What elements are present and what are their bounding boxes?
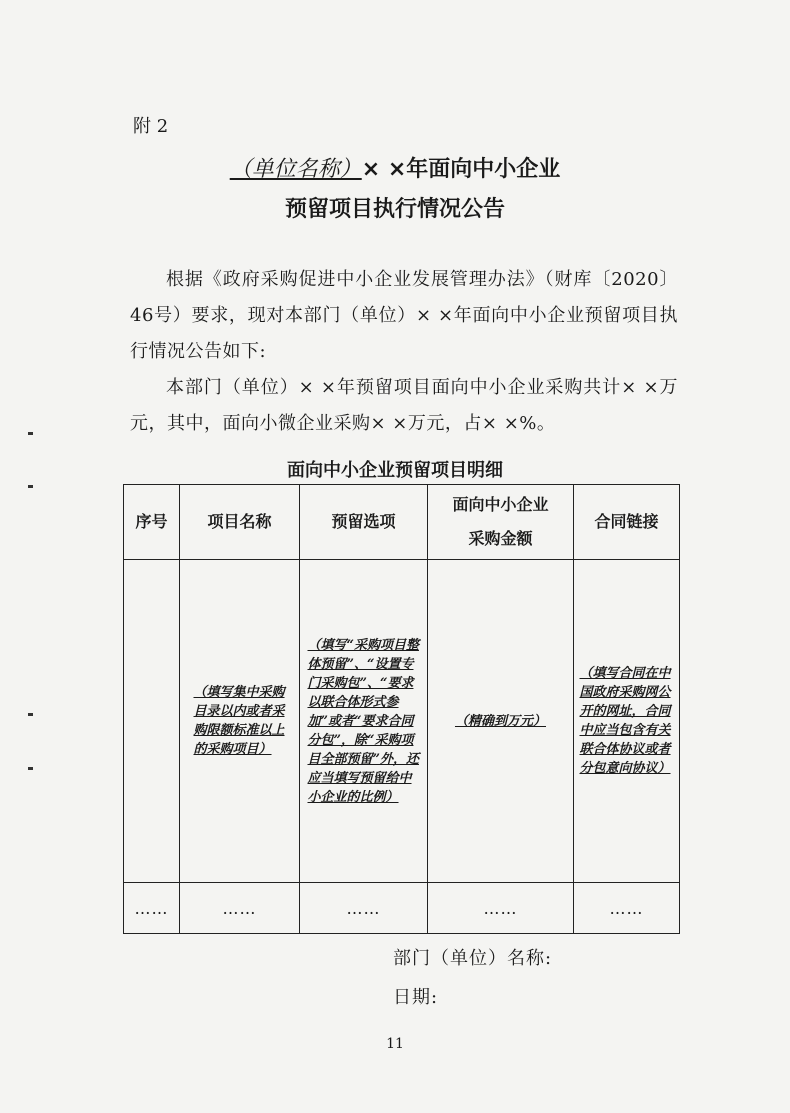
ellipsis-cell: ……: [428, 883, 574, 934]
ellipsis-cell: ……: [124, 883, 180, 934]
ellipsis-cell: ……: [574, 883, 680, 934]
cell-project-name: （填写集中采购目录以内或者采购限额标准以上的采购项目）: [180, 560, 300, 883]
detail-table: [123, 484, 680, 934]
title-line-1: [0, 152, 790, 183]
paragraph-1: 根据《政府采购促进中小企业发展管理办法》（财库〔2020〕46号）要求，现对本部门（单位）× ×年面向中小企业预留项目执行情况公告如下:: [130, 269, 678, 362]
header-contract-link: 合同链接: [574, 485, 680, 560]
appendix-label: 附 2: [133, 116, 169, 137]
cell-reserve-option: （填写“采购项目整体预留”、“设置专门采购包”、“要求以联合体形式参加”或者“要求合同分包”，除“采购项目全部预留”外，还应当填写预留给中小企业的比例）: [300, 560, 428, 883]
scan-speck: [28, 432, 33, 435]
cell-contract-link: （填写合同在中国政府采购网公开的网址，合同中应当包含有关联合体协议或者分包意向协议）: [574, 560, 680, 883]
cell-amount: （精确到万元）: [428, 560, 574, 883]
scan-speck: [28, 713, 33, 716]
ellipsis-cell: ……: [180, 883, 300, 934]
scan-speck: [28, 767, 33, 770]
header-project-name: 项目名称: [180, 485, 300, 560]
cell-seq: [124, 560, 180, 883]
date-label: 日期:: [393, 987, 439, 1008]
header-seq: 序号: [124, 485, 180, 560]
table-row: [124, 560, 680, 883]
table-row: [124, 883, 680, 934]
department-name-label: 部门（单位）名称:: [393, 948, 553, 969]
table-title: 面向中小企业预留项目明细: [287, 460, 503, 481]
scan-speck: [28, 485, 33, 488]
header-reserve-option: 预留选项: [300, 485, 428, 560]
paragraph-2: 本部门（单位）× ×年预留项目面向中小企业采购共计× ×万元，其中，面向小微企业采购× ×万元，占× ×%。: [130, 377, 678, 434]
title-line-1-text: × ×年面向中小企业: [361, 157, 561, 182]
title-line-2: 预留项目执行情况公告: [284, 197, 505, 222]
table-header-row: [124, 485, 680, 560]
page-number: 11: [386, 1036, 404, 1052]
title-unit-name: （单位名称）: [229, 157, 362, 182]
header-amount: 面向中小企业 采购金额: [428, 485, 574, 560]
ellipsis-cell: ……: [300, 883, 428, 934]
